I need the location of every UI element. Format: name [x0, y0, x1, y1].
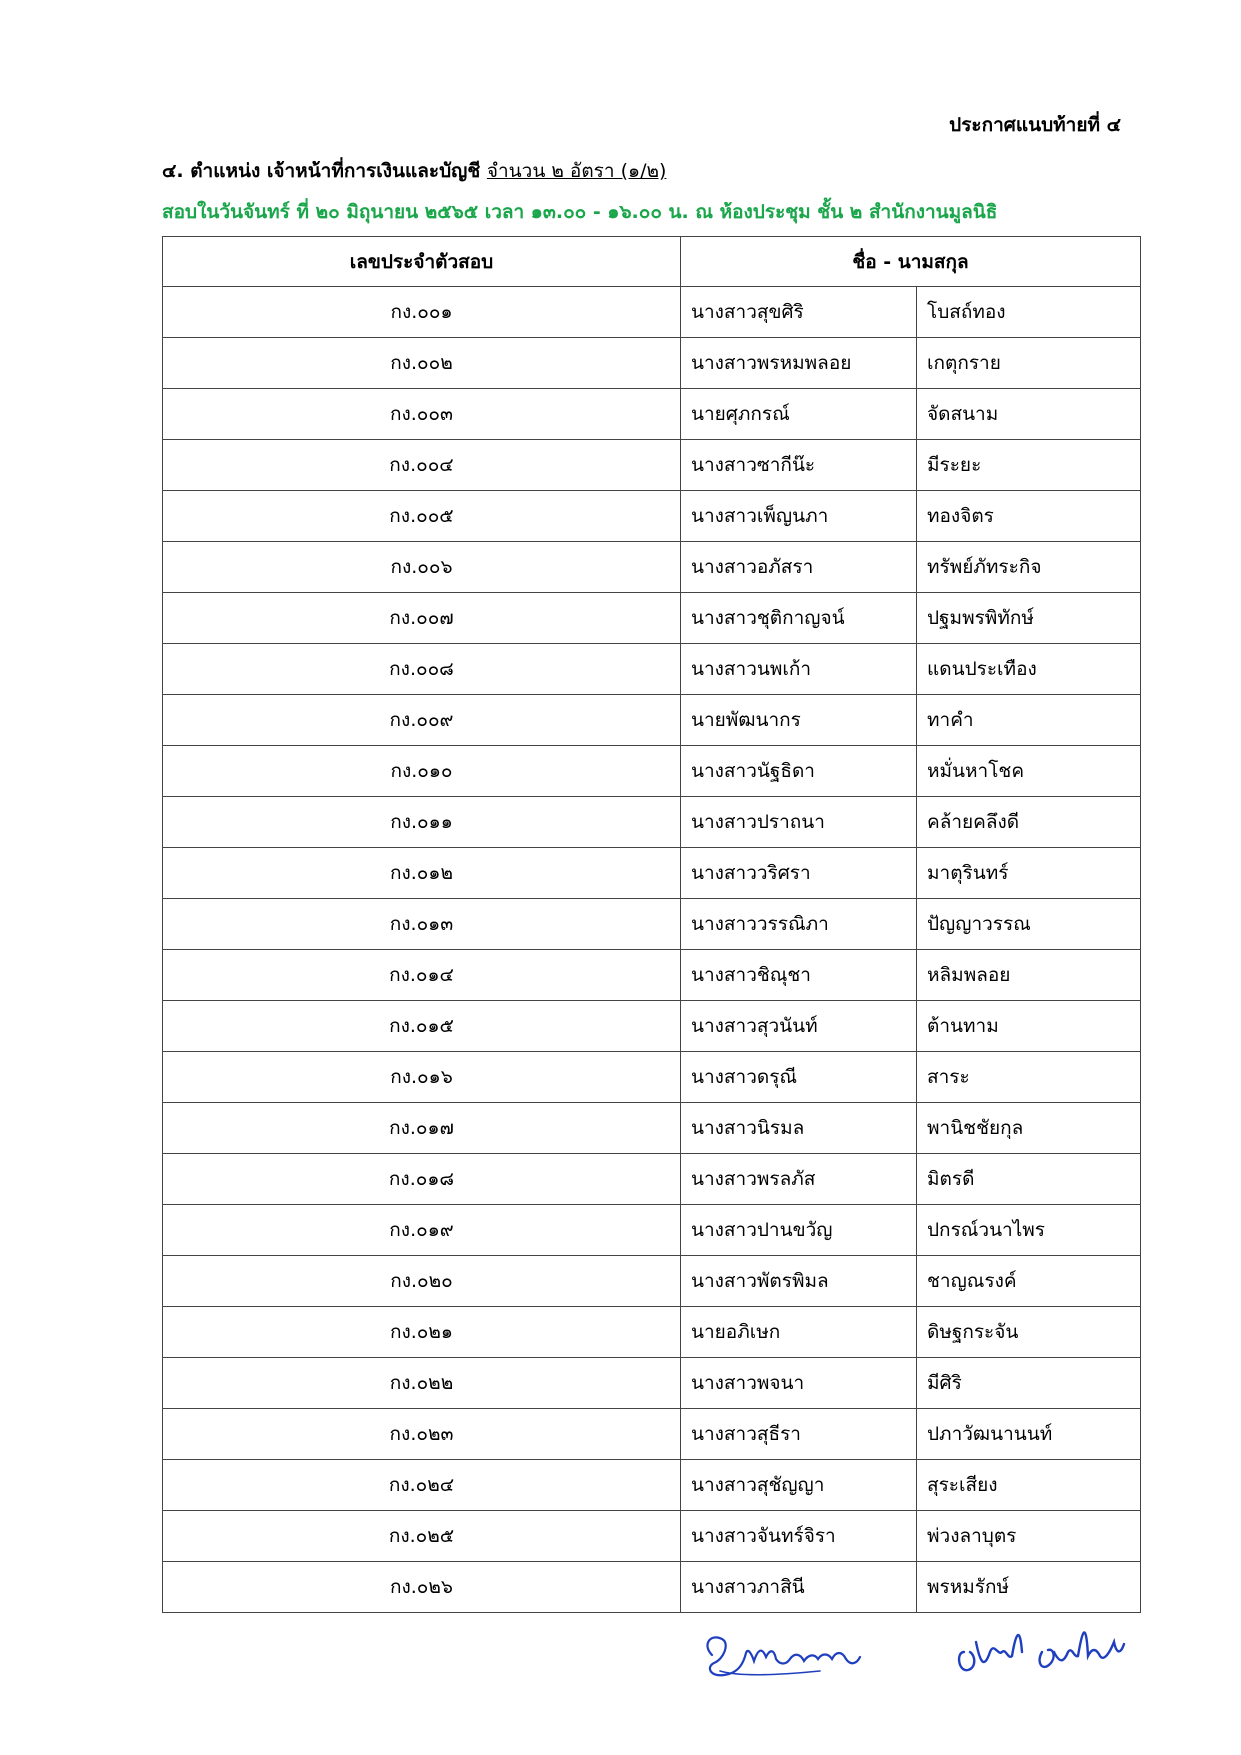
cell-first-name: นางสาวเพ็ญนภา	[681, 491, 917, 542]
cell-last-name: สุระเสียง	[917, 1460, 1141, 1511]
cell-exam-id: กง.๐๑๑	[163, 797, 681, 848]
table-row	[163, 1307, 1141, 1358]
cell-last-name: ต้านทาม	[917, 1001, 1141, 1052]
candidate-table	[162, 236, 1141, 1613]
cell-first-name: นางสาวซากีน๊ะ	[681, 440, 917, 491]
cell-exam-id: กง.๐๒๖	[163, 1562, 681, 1613]
table-row	[163, 1409, 1141, 1460]
table-row	[163, 1460, 1141, 1511]
cell-exam-id: กง.๐๑๖	[163, 1052, 681, 1103]
cell-first-name: นางสาวพจนา	[681, 1358, 917, 1409]
cell-last-name: จัดสนาม	[917, 389, 1141, 440]
cell-last-name: ดิษฐกระจัน	[917, 1307, 1141, 1358]
cell-exam-id: กง.๐๐๘	[163, 644, 681, 695]
cell-exam-id: กง.๐๐๓	[163, 389, 681, 440]
table-row	[163, 491, 1141, 542]
cell-last-name: หลิมพลอย	[917, 950, 1141, 1001]
cell-first-name: นางสาวปราถนา	[681, 797, 917, 848]
cell-last-name: ทรัพย์ภัทระกิจ	[917, 542, 1141, 593]
cell-exam-id: กง.๐๒๔	[163, 1460, 681, 1511]
cell-last-name: มิตรดี	[917, 1154, 1141, 1205]
cell-last-name: คล้ายคลึงดี	[917, 797, 1141, 848]
cell-exam-id: กง.๐๐๖	[163, 542, 681, 593]
table-row	[163, 593, 1141, 644]
cell-last-name: ทาคำ	[917, 695, 1141, 746]
cell-last-name: มาตุรินทร์	[917, 848, 1141, 899]
cell-last-name: ปฐมพรพิทักษ์	[917, 593, 1141, 644]
cell-first-name: นางสาวสุชัญญา	[681, 1460, 917, 1511]
cell-first-name: นางสาวนิรมล	[681, 1103, 917, 1154]
signature-1	[700, 1625, 875, 1685]
table-row	[163, 1154, 1141, 1205]
position-count: จำนวน ๒ อัตรา (๑/๒)	[486, 160, 667, 182]
cell-last-name: ปกรณ์วนาไพร	[917, 1205, 1141, 1256]
table-row	[163, 440, 1141, 491]
cell-exam-id: กง.๐๑๗	[163, 1103, 681, 1154]
cell-first-name: นางสาวนัฐธิดา	[681, 746, 917, 797]
cell-exam-id: กง.๐๒๑	[163, 1307, 681, 1358]
table-row	[163, 542, 1141, 593]
table-row	[163, 1256, 1141, 1307]
cell-first-name: นางสาวพรลภัส	[681, 1154, 917, 1205]
header-exam-id: เลขประจำตัวสอบ	[163, 237, 681, 287]
table-row	[163, 1052, 1141, 1103]
table-row	[163, 1103, 1141, 1154]
cell-first-name: นางสาวสุวนันท์	[681, 1001, 917, 1052]
cell-exam-id: กง.๐๑๕	[163, 1001, 681, 1052]
cell-first-name: นายอภิเษก	[681, 1307, 917, 1358]
cell-last-name: สาระ	[917, 1052, 1141, 1103]
cell-last-name: พรหมรักษ์	[917, 1562, 1141, 1613]
cell-last-name: ปภาวัฒนานนท์	[917, 1409, 1141, 1460]
cell-exam-id: กง.๐๑๙	[163, 1205, 681, 1256]
table-row	[163, 746, 1141, 797]
table-row	[163, 644, 1141, 695]
cell-last-name: โบสถ์ทอง	[917, 287, 1141, 338]
cell-exam-id: กง.๐๒๕	[163, 1511, 681, 1562]
exam-schedule: สอบในวันจันทร์ ที่ ๒๐ มิถุนายน ๒๕๖๕ เวลา ๑๓.๐๐ - ๑๖.๐๐ น. ณ ห้องประชุม ชั้น ๒ สำนักงานมูลนิธิ	[162, 201, 998, 223]
table-body	[163, 287, 1141, 1613]
cell-first-name: นายพัฒนากร	[681, 695, 917, 746]
cell-first-name: นางสาวสุธีรา	[681, 1409, 917, 1460]
cell-last-name: แดนประเทือง	[917, 644, 1141, 695]
cell-first-name: นางสาวนพเก้า	[681, 644, 917, 695]
cell-exam-id: กง.๐๐๕	[163, 491, 681, 542]
cell-first-name: นางสาววริศรา	[681, 848, 917, 899]
annex-label: ประกาศแนบท้ายที่ ๔	[949, 114, 1121, 136]
cell-first-name: นางสาวดรุณี	[681, 1052, 917, 1103]
cell-exam-id: กง.๐๑๐	[163, 746, 681, 797]
position-title	[162, 156, 666, 186]
table-row	[163, 389, 1141, 440]
cell-last-name: ปัญญาวรรณ	[917, 899, 1141, 950]
cell-first-name: นายศุภกรณ์	[681, 389, 917, 440]
cell-first-name: นางสาวอภัสรา	[681, 542, 917, 593]
table-row	[163, 848, 1141, 899]
cell-last-name: พานิชชัยกุล	[917, 1103, 1141, 1154]
cell-first-name: นางสาวสุขศิริ	[681, 287, 917, 338]
table-header-row	[163, 237, 1141, 287]
cell-exam-id: กง.๐๑๔	[163, 950, 681, 1001]
cell-first-name: นางสาวชุติกาญจน์	[681, 593, 917, 644]
cell-last-name: เกตุกราย	[917, 338, 1141, 389]
cell-exam-id: กง.๐๑๒	[163, 848, 681, 899]
cell-exam-id: กง.๐๐๒	[163, 338, 681, 389]
table-row	[163, 1562, 1141, 1613]
cell-exam-id: กง.๐๑๘	[163, 1154, 681, 1205]
cell-first-name: นางสาวพรหมพลอย	[681, 338, 917, 389]
table-row	[163, 695, 1141, 746]
table-row	[163, 797, 1141, 848]
cell-exam-id: กง.๐๐๙	[163, 695, 681, 746]
cell-exam-id: กง.๐๒๐	[163, 1256, 681, 1307]
header-full-name: ชื่อ - นามสกุล	[681, 237, 1141, 287]
cell-last-name: มีระยะ	[917, 440, 1141, 491]
cell-exam-id: กง.๐๒๓	[163, 1409, 681, 1460]
cell-last-name: มีศิริ	[917, 1358, 1141, 1409]
table-row	[163, 1205, 1141, 1256]
table-row	[163, 1358, 1141, 1409]
position-name: ๔. ตำแหน่ง เจ้าหน้าที่การเงินและบัญชี	[162, 160, 481, 182]
table-row	[163, 1001, 1141, 1052]
cell-first-name: นางสาวภาสินี	[681, 1562, 917, 1613]
cell-last-name: ชาญณรงค์	[917, 1256, 1141, 1307]
cell-first-name: นางสาววรรณิภา	[681, 899, 917, 950]
cell-exam-id: กง.๐๑๓	[163, 899, 681, 950]
cell-last-name: พ่วงลาบุตร	[917, 1511, 1141, 1562]
table-row	[163, 899, 1141, 950]
cell-exam-id: กง.๐๐๔	[163, 440, 681, 491]
cell-exam-id: กง.๐๒๒	[163, 1358, 681, 1409]
cell-exam-id: กง.๐๐๑	[163, 287, 681, 338]
table-row	[163, 287, 1141, 338]
cell-first-name: นางสาวปานขวัญ	[681, 1205, 917, 1256]
cell-last-name: ทองจิตร	[917, 491, 1141, 542]
cell-first-name: นางสาวชิณุชา	[681, 950, 917, 1001]
cell-first-name: นางสาวพัตรพิมล	[681, 1256, 917, 1307]
table-row	[163, 338, 1141, 389]
table-row	[163, 1511, 1141, 1562]
cell-last-name: หมั่นหาโชค	[917, 746, 1141, 797]
signature-2	[950, 1612, 1130, 1682]
cell-first-name: นางสาวจันทร์จิรา	[681, 1511, 917, 1562]
cell-exam-id: กง.๐๐๗	[163, 593, 681, 644]
table-row	[163, 950, 1141, 1001]
